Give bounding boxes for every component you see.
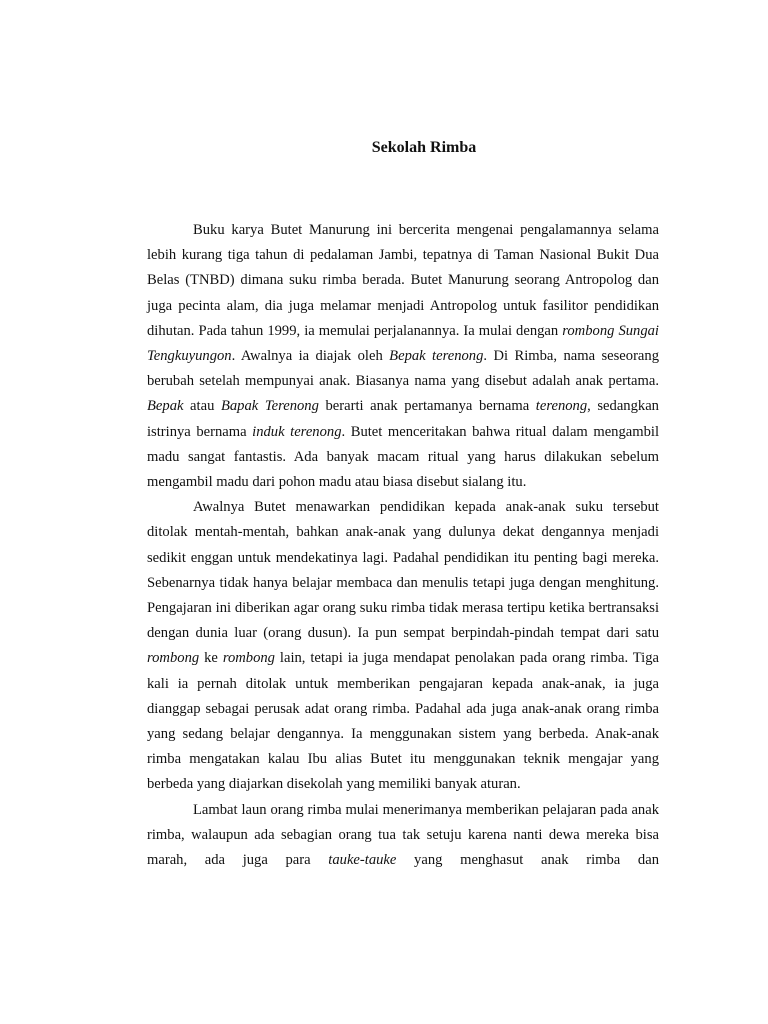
italic-term: Bepak terenong [389, 348, 484, 365]
italic-term: induk terenong [252, 423, 342, 440]
text-segment: Lambat laun orang rimba mulai menerimanya memberikan pelajaran pada anak rimba, walaupun ada sebagian orang tua tak setuju karena nanti dewa mereka bisa marah, ada juga para [147, 801, 659, 869]
text-segment: . Awalnya ia diajak oleh [231, 348, 390, 365]
text-segment: berarti anak pertamanya bernama [318, 398, 536, 415]
paragraph-1 [147, 218, 659, 495]
text-segment: . Di Rimba, nama seseorang berubah setelah mempunyai anak. Biasanya nama yang disebut adalah anak pertama. [147, 348, 659, 390]
italic-term: Bapak Terenong [220, 398, 319, 415]
italic-term: rombong [222, 650, 275, 667]
text-segment: , sedangkan istrinya bernama [147, 398, 659, 440]
page-title: Sekolah Rimba [371, 139, 477, 156]
italic-term: rombong Sungai Tengkuyungon [147, 322, 659, 365]
text-segment: . Butet menceritakan bahwa ritual dalam mengambil madu sangat fantastis. Ada banyak macam ritual yang harus dilakukan sebelum mengambil madu dari pohon madu atau biasa disebut sialang itu. [147, 423, 659, 491]
text-segment: yang menghasut anak rimba dan [396, 852, 659, 869]
italic-term: terenong [535, 398, 588, 415]
italic-term: Bepak [147, 398, 184, 415]
document-body [147, 218, 659, 873]
italic-term: tauke-tauke [328, 852, 397, 869]
text-segment: Awalnya Butet menawarkan pendidikan kepada anak-anak suku tersebut ditolak mentah-mentah, bahkan anak-anak yang dulunya dekat dengannya menjadi sedikit enggan untuk mendekatinya lagi. Padahal pendidikan itu penting bagi mereka. Sebenarnya tidak hanya belajar membaca dan menulis tetapi juga dengan menghitung. Pengajaran ini diberikan agar orang suku rimba tidak merasa tertipu ketika bertransaksi dengan dunia luar (orang dusun). Ia pun sempat berpindah-pindah tempat dari satu [147, 499, 659, 642]
text-segment: ke [199, 650, 223, 667]
text-segment: Buku karya Butet Manurung ini bercerita mengenai pengalamannya selama lebih kurang tiga tahun di pedalaman Jambi, tepatnya di Taman Nasional Bukit Dua Belas (TNBD) dimana suku rimba berada. Butet Manurung seorang Antropolog dan juga pecinta alam, dia juga melamar menjadi Antropolog untuk fasilitor pendidikan dihutan. Pada tahun 1999, ia memulai perjalanannya. Ia mulai dengan [147, 222, 659, 339]
paragraph-2 [147, 495, 659, 797]
paragraph-3 [147, 798, 659, 874]
text-segment: atau [183, 398, 221, 415]
text-segment: lain, tetapi ia juga mendapat penolakan pada orang rimba. Tiga kali ia pernah ditolak untuk memberikan pengajaran kepada anak-anak, ia juga dianggap sebagai perusak adat orang rimba. Padahal ada juga anak-anak orang rimba yang sedang belajar dengannya. Ia menggunakan sistem yang berbeda. Anak-anak rimba mengatakan kalau Ibu alias Butet itu menggunakan teknik mengajar yang berbeda yang diajarkan disekolah yang memiliki banyak aturan. [147, 650, 659, 793]
italic-term: rombong [147, 650, 200, 667]
